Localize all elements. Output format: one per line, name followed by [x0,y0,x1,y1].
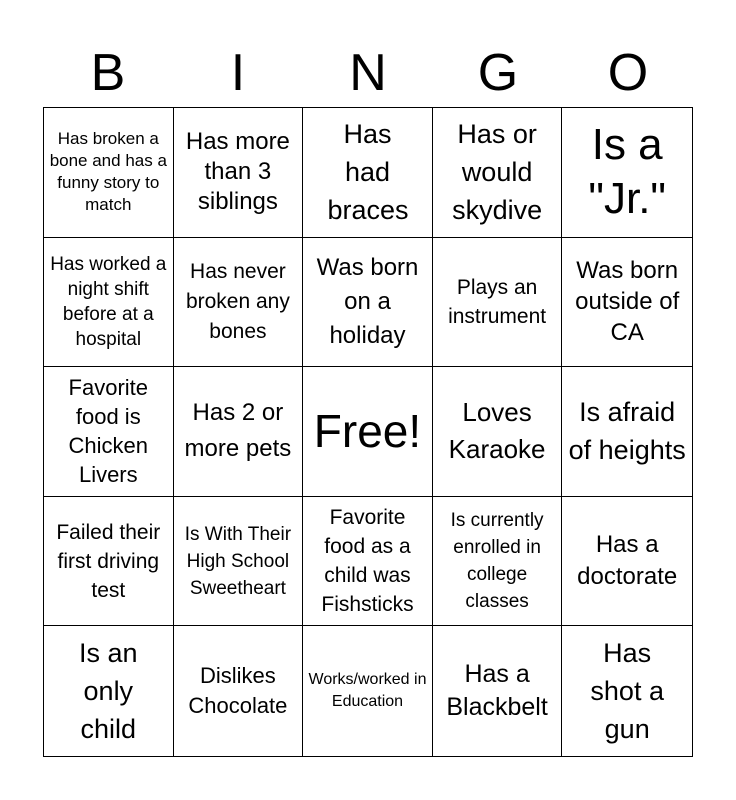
cell-text: Has a doctorate [577,531,678,591]
cell-text: Favorite food as a child was Fishsticks [321,506,414,617]
bingo-cell-free [303,367,433,497]
cell-text: Has broken a bone and has a funny story to match [49,129,167,215]
cell-text: Is currently enrolled in college classes [450,510,544,613]
cell-text: Is an only child [79,638,138,745]
bingo-cell [174,238,304,368]
bingo-cell [562,626,692,756]
bingo-cell [174,626,304,756]
cell-text: Is afraid of heights [568,397,686,466]
cell-text: Plays an instrument [448,275,547,328]
bingo-cell [562,108,692,238]
bingo-cell [303,238,433,368]
header-letter-n: N [349,44,387,102]
header-letter-o: O [607,44,649,102]
cell-text: Dislikes Chocolate [188,663,288,719]
bingo-cell [303,497,433,627]
bingo-cell [562,367,692,497]
bingo-cell [44,626,174,756]
bingo-cell [303,108,433,238]
bingo-cell [433,108,563,238]
cell-text: Has 2 or more pets [184,399,292,463]
bingo-card-grid [43,107,693,757]
cell-text: Was born outside of CA [575,257,680,347]
bingo-cell [44,367,174,497]
bingo-header [43,40,693,106]
bingo-cell [174,108,304,238]
cell-text: Works/worked in Education [308,671,427,711]
bingo-cell [44,238,174,368]
bingo-cell [562,238,692,368]
cell-text: Failed their first driving test [56,520,161,602]
cell-text: Has more than 3 siblings [185,128,290,216]
bingo-cell [44,108,174,238]
cell-text: Has a Blackbelt [446,660,548,722]
cell-text: Has worked a night shift before at a hospital [50,253,167,350]
bingo-cell [433,497,563,627]
header-letter-i: I [230,44,246,102]
bingo-cell [433,367,563,497]
header-letter-b: B [90,44,126,102]
free-space-text: Free! [313,405,422,458]
bingo-cell [174,367,304,497]
cell-text: Favorite food is Chicken Livers [68,375,149,488]
cell-text: Has shot a gun [590,638,664,745]
bingo-cell [174,497,304,627]
cell-text: Has had braces [327,119,409,226]
bingo-cell [303,626,433,756]
cell-text: Is a "Jr." [588,120,667,224]
cell-text: Has or would skydive [452,119,543,226]
bingo-cell [433,238,563,368]
cell-text: Loves Karaoke [448,397,546,465]
cell-text: Is With Their High School Sweetheart [184,523,292,599]
bingo-cell [562,497,692,627]
bingo-cell [44,497,174,627]
header-letter-g: G [477,44,519,102]
cell-text: Has never broken any bones [185,259,290,343]
cell-text: Was born on a holiday [316,253,419,349]
bingo-cell [433,626,563,756]
